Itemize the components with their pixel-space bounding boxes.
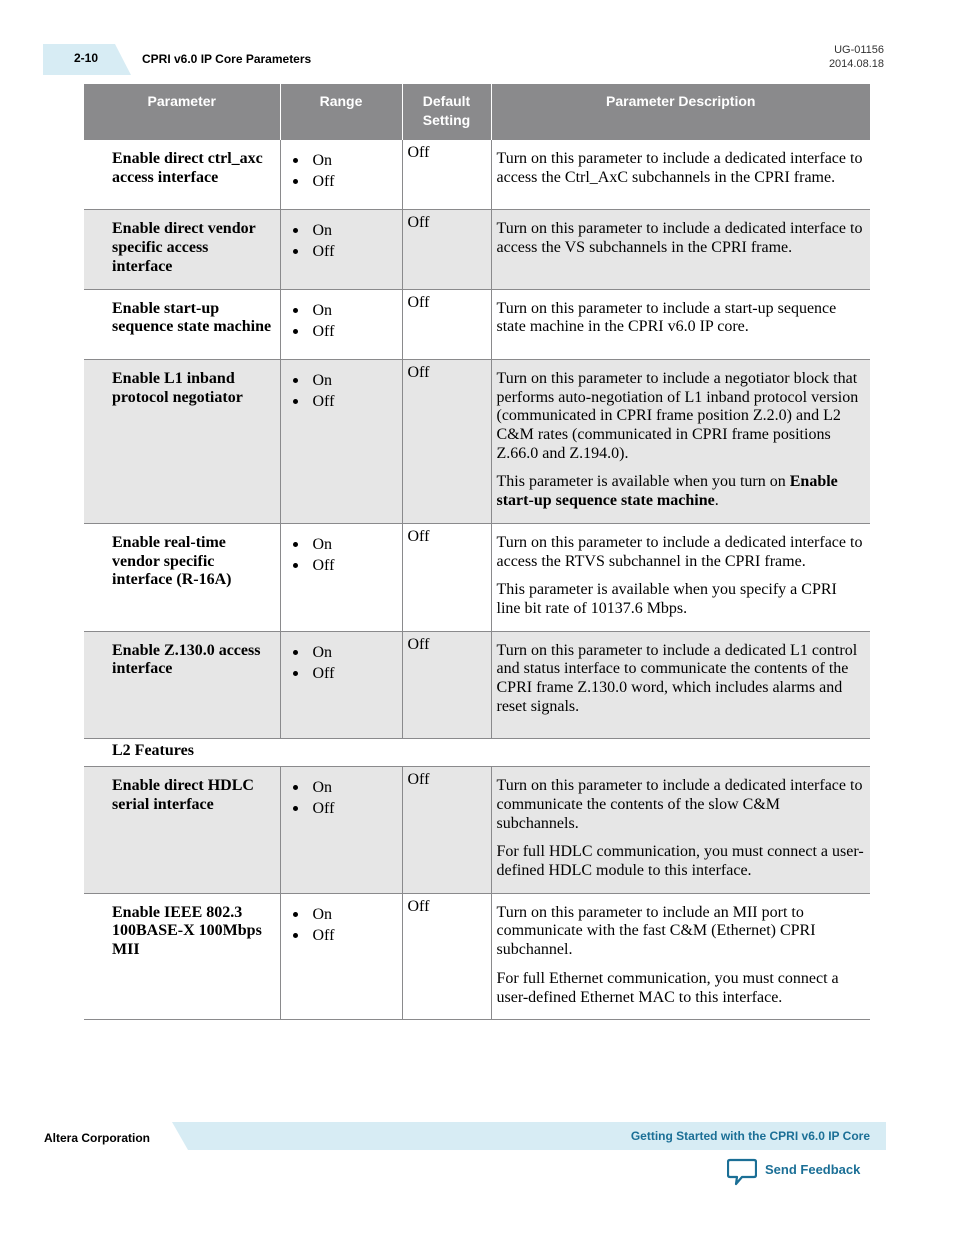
section-row xyxy=(84,739,870,767)
description-cell xyxy=(491,140,870,210)
default-setting: Off xyxy=(402,523,491,631)
company-name: Altera Corporation xyxy=(44,1131,151,1145)
table-row xyxy=(84,359,870,523)
send-feedback-link[interactable]: Send Feedback xyxy=(765,1162,861,1177)
range-list xyxy=(286,150,396,192)
parameter-name: Enable direct vendor specific access interface xyxy=(84,210,280,289)
range-option: On xyxy=(286,777,396,798)
range-cell xyxy=(280,631,402,739)
range-list xyxy=(286,642,396,684)
column-header-parameter: Parameter xyxy=(84,84,280,140)
note-text: For full Ethernet communication, you must connect a user-defined Ethernet MAC to this interface. xyxy=(496,969,839,1006)
range-list xyxy=(286,220,396,262)
range-list xyxy=(286,904,396,946)
guide-link[interactable]: Getting Started with the CPRI v6.0 IP Core xyxy=(630,1129,870,1143)
range-option: Off xyxy=(286,555,396,576)
default-setting: Off xyxy=(402,631,491,739)
range-option: On xyxy=(286,904,396,925)
document-id: UG-01156 xyxy=(834,44,884,56)
parameter-name: Enable Z.130.0 access interface xyxy=(84,631,280,739)
page-number: 2-10 xyxy=(74,51,99,65)
table-row xyxy=(84,523,870,631)
default-setting: Off xyxy=(402,289,491,359)
range-option: Off xyxy=(286,925,396,946)
range-option: Off xyxy=(286,663,396,684)
description-text: Turn on this parameter to include a dedicated interface to communicate the contents of the slow C&M subchannels. xyxy=(496,777,863,832)
section-title: CPRI v6.0 IP Core Parameters xyxy=(142,52,312,66)
range-list xyxy=(286,370,396,412)
document-meta xyxy=(829,43,884,71)
description-cell xyxy=(491,289,870,359)
default-setting: Off xyxy=(402,210,491,289)
range-list xyxy=(286,777,396,819)
note-end: . xyxy=(714,492,719,510)
range-option: Off xyxy=(286,321,396,342)
range-cell xyxy=(280,140,402,210)
range-option: Off xyxy=(286,391,396,412)
range-option: On xyxy=(286,534,396,555)
range-list xyxy=(286,300,396,342)
description-text: Turn on this parameter to include an MII port to communicate with the fast C&M (Ethernet) CPRI subchannel. xyxy=(496,903,816,959)
table-row xyxy=(84,631,870,739)
range-option: Off xyxy=(286,171,396,192)
description-text: Turn on this parameter to include a start-up sequence state machine in the CPRI v6.0 IP core. xyxy=(496,299,837,336)
column-header-default: Default Setting xyxy=(402,84,491,140)
table-row xyxy=(84,140,870,210)
range-cell xyxy=(280,767,402,894)
range-option: On xyxy=(286,220,396,241)
description-cell xyxy=(491,893,870,1020)
table-row xyxy=(84,893,870,1020)
range-option: On xyxy=(286,150,396,171)
table-header-row xyxy=(84,84,870,140)
range-option: On xyxy=(286,642,396,663)
description-cell xyxy=(491,359,870,523)
description-text: Turn on this parameter to include a negotiator block that performs auto-negotiation of L1 inband protocol version (communicated in CPRI frame position Z.2.0) and L2 C&M rates (communicated in CPRI frame positions Z.66.0 and Z.194.0). xyxy=(496,369,859,462)
table-body xyxy=(84,140,870,1020)
description-cell xyxy=(491,767,870,894)
description-text: Turn on this parameter to include a dedicated L1 control and status interface to communicate the contents of the CPRI frame Z.130.0 word, which includes alarms and reset signals. xyxy=(496,641,858,715)
range-list xyxy=(286,534,396,576)
description-note xyxy=(497,843,865,880)
description-cell xyxy=(491,631,870,739)
note-reference: Enable start-up sequence state machine xyxy=(496,473,838,510)
document-date: 2014.08.18 xyxy=(828,58,884,70)
description-cell xyxy=(491,210,870,289)
note-text: This parameter is available when you turn on xyxy=(496,473,790,491)
default-setting: Off xyxy=(402,140,491,210)
table-row xyxy=(84,210,870,289)
range-cell xyxy=(280,523,402,631)
description-text: Turn on this parameter to include a dedicated interface to access the RTVS subchannel in the CPRI frame. xyxy=(496,533,863,570)
parameter-name: Enable IEEE 802.3 100BASE-X 100Mbps MII xyxy=(84,893,280,1020)
table-row xyxy=(84,767,870,894)
parameter-name: Enable direct ctrl_axc access interface xyxy=(84,140,280,210)
note-text: This parameter is available when you specify a CPRI line bit rate of 10137.6 Mbps. xyxy=(496,581,837,617)
default-setting: Off xyxy=(402,893,491,1020)
parameter-name: Enable start-up sequence state machine xyxy=(84,289,280,359)
parameter-table xyxy=(84,84,870,1020)
range-option: On xyxy=(286,300,396,321)
table-row xyxy=(84,289,870,359)
description-note xyxy=(497,473,865,510)
section-label: L2 Features xyxy=(84,739,870,767)
default-setting: Off xyxy=(402,767,491,894)
default-setting: Off xyxy=(402,359,491,523)
range-option: Off xyxy=(286,241,396,262)
range-cell xyxy=(280,210,402,289)
range-cell xyxy=(280,893,402,1020)
note-text: For full HDLC communication, you must connect a user-defined HDLC module to this interface. xyxy=(496,843,864,879)
description-text: Turn on this parameter to include a dedicated interface to access the VS subchannels in the CPRI frame. xyxy=(496,220,863,257)
description-text: Turn on this parameter to include a dedicated interface to access the Ctrl_AxC subchannels in the CPRI frame. xyxy=(496,150,863,186)
parameter-name: Enable direct HDLC serial interface xyxy=(84,767,280,894)
range-cell xyxy=(280,289,402,359)
range-option: On xyxy=(286,370,396,391)
range-cell xyxy=(280,359,402,523)
description-note xyxy=(497,581,865,618)
description-cell xyxy=(491,523,870,631)
column-header-description: Parameter Description xyxy=(491,84,870,140)
parameter-name: Enable real-time vendor specific interface (R-16A) xyxy=(84,523,280,631)
column-header-range: Range xyxy=(280,84,402,140)
parameter-name: Enable L1 inband protocol negotiator xyxy=(84,359,280,523)
description-note xyxy=(497,970,865,1007)
range-option: Off xyxy=(286,798,396,819)
speech-bubble-icon[interactable] xyxy=(727,1158,757,1186)
